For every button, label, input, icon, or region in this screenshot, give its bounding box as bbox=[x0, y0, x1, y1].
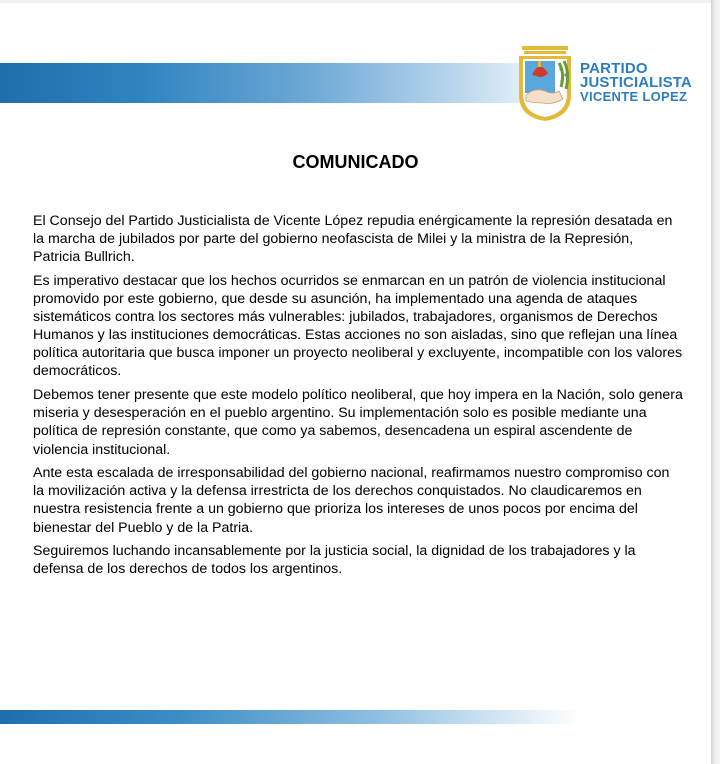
header-band bbox=[0, 63, 570, 103]
party-logo-text bbox=[580, 62, 692, 104]
footer-band bbox=[0, 710, 580, 724]
party-logo bbox=[515, 43, 710, 123]
logo-line-vicente-lopez: VICENTE LOPEZ bbox=[580, 89, 688, 104]
logo-line-justicialista: JUSTICIALISTA bbox=[580, 74, 692, 91]
paragraph: Es imperativo destacar que los hechos ocurridos se enmarcan en un patrón de violencia institucional promovido por este gobierno, que desde su asunción, ha implementado una agenda de ataques sistemáticos contra los sectores más vulnerables: jubilados, trabajadores, organismos de Derechos Humanos y las instituciones democráticas. Estas acciones no son aisladas, sino que reflejan una línea política autoritaria que busca imponer un proyecto neoliberal y excluyente, incompatible con los valores democráticos. bbox=[33, 272, 683, 380]
paragraph: Debemos tener presente que este modelo político neoliberal, que hoy impera en la Nación, solo genera miseria y desesperación en el pueblo argentino. Su implementación solo es posible mediante una política de represión constante, que como ya sabemos, desencadena un espiral ascendente de violencia institucional. bbox=[33, 387, 683, 458]
logo-line-partido: PARTIDO bbox=[580, 60, 648, 77]
page-edge-shadow bbox=[711, 0, 720, 764]
paragraph: Seguiremos luchando incansablemente por la justicia social, la dignidad de los trabajadores y la defensa de los derechos de todos los argentinos. bbox=[33, 543, 636, 578]
party-shield-icon bbox=[515, 43, 577, 123]
paragraph: Ante esta escalada de irresponsabilidad del gobierno nacional, reafirmamos nuestro compromiso con la movilización activa y la defensa irrestricta de los derechos conquistados. No claudicaremos en nuestra resistencia frente a un gobierno que prioriza los intereses de unos pocos por encima del bienestar del Pueblo y de la Patria. bbox=[33, 465, 670, 536]
page-title: COMUNICADO bbox=[292, 152, 419, 172]
communique-body bbox=[33, 212, 683, 584]
paragraph: El Consejo del Partido Justicialista de Vicente López repudia enérgicamente la represión desatada en la marcha de jubilados por parte del gobierno neofascista de Milei y la ministra de la Represión, Patricia Bullrich. bbox=[33, 213, 673, 266]
document-page bbox=[0, 3, 711, 764]
